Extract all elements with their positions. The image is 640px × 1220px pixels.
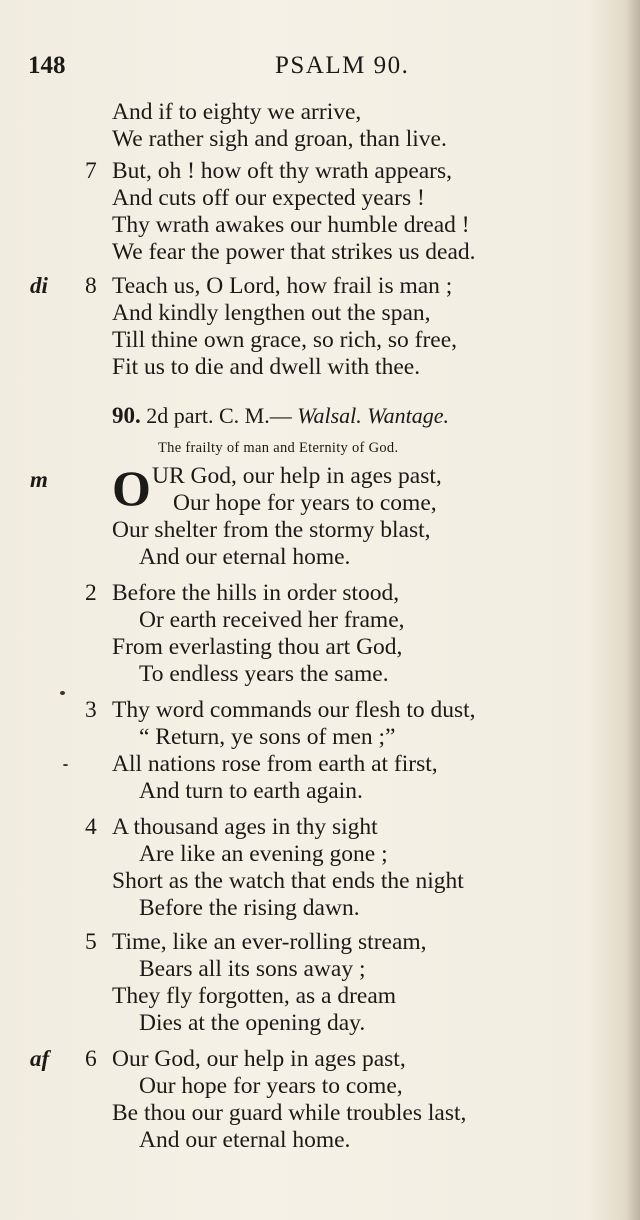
drop-cap: O	[112, 460, 151, 516]
verse-line: Or earth received her frame,	[139, 607, 405, 633]
verse-line: All nations rose from earth at first,	[112, 751, 438, 777]
verse-line: Our hope for years to come,	[173, 490, 437, 516]
hymn-heading	[112, 402, 449, 430]
verse-line: And our eternal home.	[139, 1127, 351, 1153]
verse-line: Till thine own grace, so rich, so free,	[112, 327, 458, 353]
verse-number: 3	[85, 697, 97, 723]
verse-line: Thy wrath awakes our humble dread !	[112, 212, 470, 238]
verse-number: 5	[85, 929, 97, 955]
verse-line: Fit us to die and dwell with thee.	[112, 354, 421, 380]
ink-speck	[60, 691, 65, 695]
verse-line: We rather sigh and groan, than live.	[112, 126, 447, 152]
verse-line: To endless years the same.	[139, 661, 389, 687]
verse-line: And turn to earth again.	[139, 778, 363, 804]
running-head: PSALM 90.	[275, 52, 410, 79]
ink-speck	[63, 764, 68, 766]
verse-number: 7	[85, 158, 97, 184]
verse-line: But, oh ! how oft thy wrath appears,	[112, 158, 453, 184]
dynamic-mark: di	[30, 273, 48, 298]
verse-line: Before the rising dawn.	[139, 895, 360, 921]
verse-number: 6	[85, 1046, 97, 1072]
page-number: 148	[28, 52, 66, 79]
hymn-part: 2d part. C. M.—	[146, 403, 292, 428]
page-header	[28, 52, 618, 88]
dynamic-mark: m	[30, 467, 48, 492]
verse-line: Time, like an ever-rolling stream,	[112, 929, 427, 955]
verse-number: 4	[85, 814, 97, 840]
verse-line: They fly forgotten, as a dream	[112, 983, 397, 1009]
verse-line: Dies at the opening day.	[139, 1010, 366, 1036]
verse-line: Be thou our guard while troubles last,	[112, 1100, 467, 1126]
hymn-subtitle: The frailty of man and Eternity of God.	[158, 440, 399, 456]
verse-line: Our shelter from the stormy blast,	[112, 517, 431, 543]
verse-line: Short as the watch that ends the night	[112, 868, 464, 894]
verse-line: Teach us, O Lord, how frail is man ;	[112, 273, 453, 299]
verse-line: Are like an evening gone ;	[139, 841, 388, 867]
hymn-number: 90.	[112, 403, 141, 428]
verse-line: Before the hills in order stood,	[112, 580, 400, 606]
verse-line: And kindly lengthen out the span,	[112, 300, 431, 326]
verse-line: A thousand ages in thy sight	[112, 814, 378, 840]
page-edge-shadow	[626, 0, 640, 1220]
verse-line: Our hope for years to come,	[139, 1073, 403, 1099]
verse-line: From everlasting thou art God,	[112, 634, 403, 660]
verse-number: 8	[85, 273, 97, 299]
verse-line: And our eternal home.	[139, 544, 351, 570]
verse-line: Our God, our help in ages past,	[112, 1046, 406, 1072]
verse-line: And if to eighty we arrive,	[112, 99, 362, 125]
verse-line: Bears all its sons away ;	[139, 956, 366, 982]
verse-number: 2	[85, 580, 97, 606]
verse-line: UR God, our help in ages past,	[152, 463, 442, 489]
hymn-tunes: Walsal. Wantage.	[297, 403, 449, 428]
verse-line: “ Return, ye sons of men ;”	[139, 724, 396, 750]
verse-line: Thy word commands our flesh to dust,	[112, 697, 476, 723]
verse-line: And cuts off our expected years !	[112, 185, 425, 211]
verse-line: We fear the power that strikes us dead.	[112, 239, 476, 265]
dynamic-mark: af	[30, 1046, 50, 1071]
